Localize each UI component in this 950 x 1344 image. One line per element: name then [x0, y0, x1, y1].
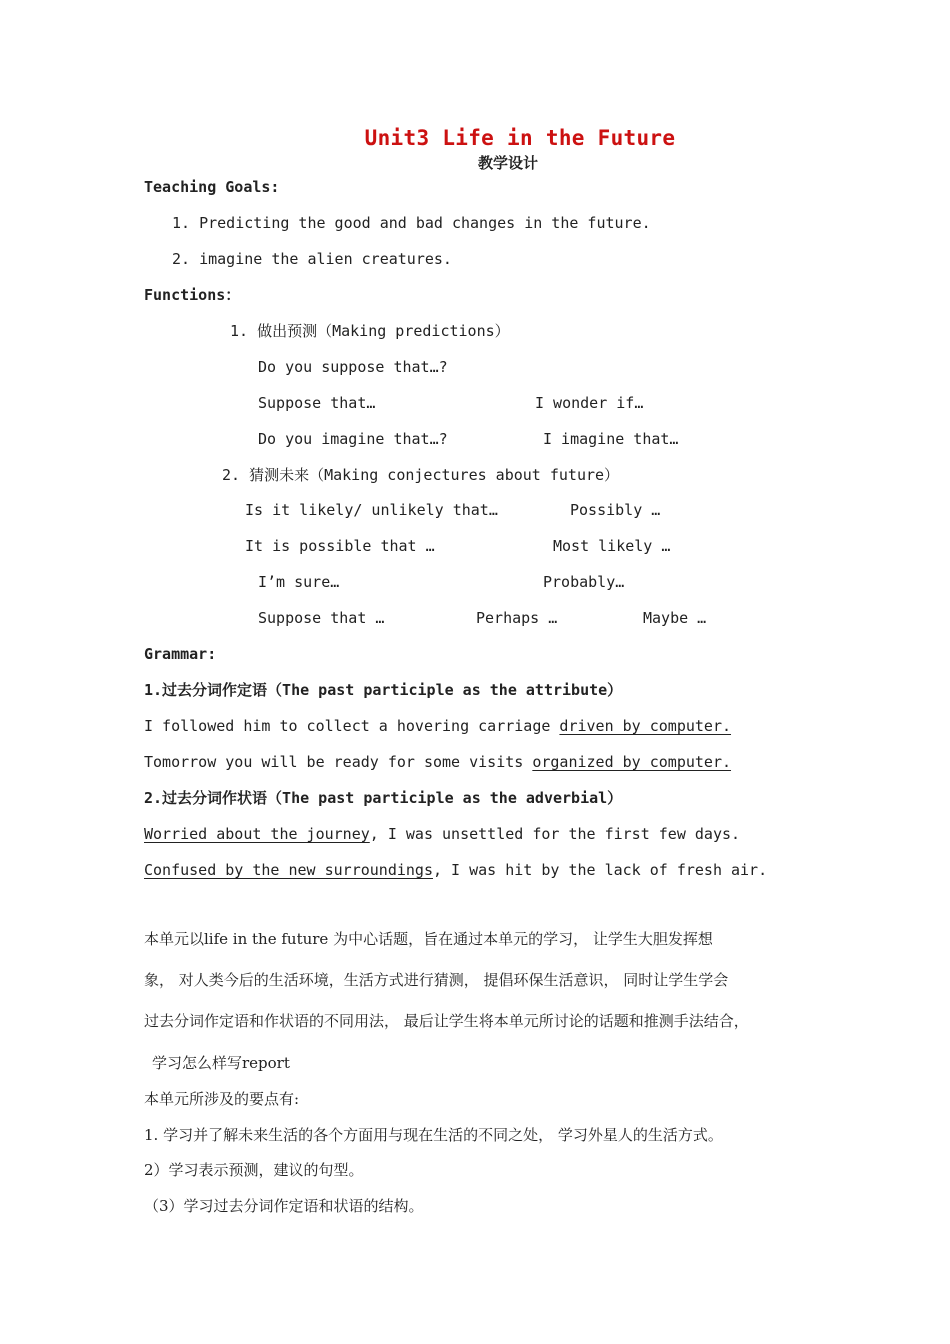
key-point-2: 2）学习表示预测，建议的句型。 [144, 1161, 364, 1179]
function-1-heading: 1. 做出预测（Making predictions） [230, 322, 510, 340]
intro-paragraph-line-1: 本单元以life in the future 为中心话题，旨在通过本单元的学习， 让学生大胆发挥想 [144, 930, 713, 948]
function-2-line-1b: Possibly … [570, 501, 661, 519]
grammar-heading: Grammar: [144, 645, 217, 663]
grammar-2-example-2 [144, 860, 767, 880]
intro-paragraph-line-2: 象， 对人类今后的生活环境，生活方式进行猜测， 提倡环保生活意识， 同时让学生学会 [144, 971, 729, 989]
function-2-line-3a: I’m sure… [258, 573, 340, 591]
grammar-2-example-1 [144, 824, 740, 844]
example-underlined: Confused by the new surroundings [144, 861, 433, 879]
function-2-line-4b: Perhaps … [476, 609, 558, 627]
function-1-line-2a: Suppose that… [258, 394, 376, 412]
teaching-goal-1: 1. Predicting the good and bad changes in the future. [172, 214, 651, 232]
page-subtitle: 教学设计 [477, 154, 538, 172]
intro-paragraph-line-4: 学习怎么样写report [152, 1054, 290, 1072]
example-text: , I was hit by the lack of fresh air. [432, 861, 768, 879]
intro-paragraph-line-3: 过去分词作定语和作状语的不同用法， 最后让学生将本单元所讨论的话题和推测手法结合， [144, 1012, 749, 1030]
key-point-1: 1. 学习并了解未来生活的各个方面用与现在生活的不同之处， 学习外星人的生活方式。 [144, 1126, 723, 1144]
function-2-line-3b: Probably… [543, 573, 625, 591]
function-2-line-2b: Most likely … [553, 537, 671, 555]
example-underlined: Worried about the journey [144, 825, 370, 843]
function-2-line-2a: It is possible that … [245, 537, 435, 555]
example-text: , I was unsettled for the first few days. [369, 825, 741, 843]
page-title: Unit3 Life in the Future [364, 126, 676, 150]
example-underlined: organized by computer. [532, 753, 732, 771]
function-1-line-1: Do you suppose that…? [258, 358, 448, 376]
function-2-line-1a: Is it likely/ unlikely that… [245, 501, 498, 519]
grammar-1-heading: 1.过去分词作定语（The past participle as the attribute） [144, 681, 623, 699]
example-text: I followed him to collect a hovering carriage [144, 717, 560, 735]
teaching-goals-heading: Teaching Goals: [144, 178, 280, 196]
grammar-1-example-1 [144, 716, 731, 736]
function-2-line-4c: Maybe … [643, 609, 707, 627]
grammar-1-example-2 [144, 752, 731, 772]
function-2-heading: 2. 猜测未来（Making conjectures about future） [222, 466, 620, 484]
function-1-line-3b: I imagine that… [543, 430, 679, 448]
example-underlined: driven by computer. [559, 717, 732, 735]
function-1-line-2b: I wonder if… [535, 394, 644, 412]
function-1-line-3a: Do you imagine that…? [258, 430, 448, 448]
teaching-goal-2: 2. imagine the alien creatures. [172, 250, 452, 268]
key-points-heading: 本单元所涉及的要点有: [144, 1090, 300, 1108]
function-2-line-4a: Suppose that … [258, 609, 385, 627]
key-point-3: （3）学习过去分词作定语和状语的结构。 [144, 1197, 424, 1215]
grammar-2-heading: 2.过去分词作状语（The past participle as the adverbial） [144, 789, 623, 807]
functions-heading: Functions： [144, 286, 241, 304]
example-text: Tomorrow you will be ready for some visits [144, 753, 533, 771]
